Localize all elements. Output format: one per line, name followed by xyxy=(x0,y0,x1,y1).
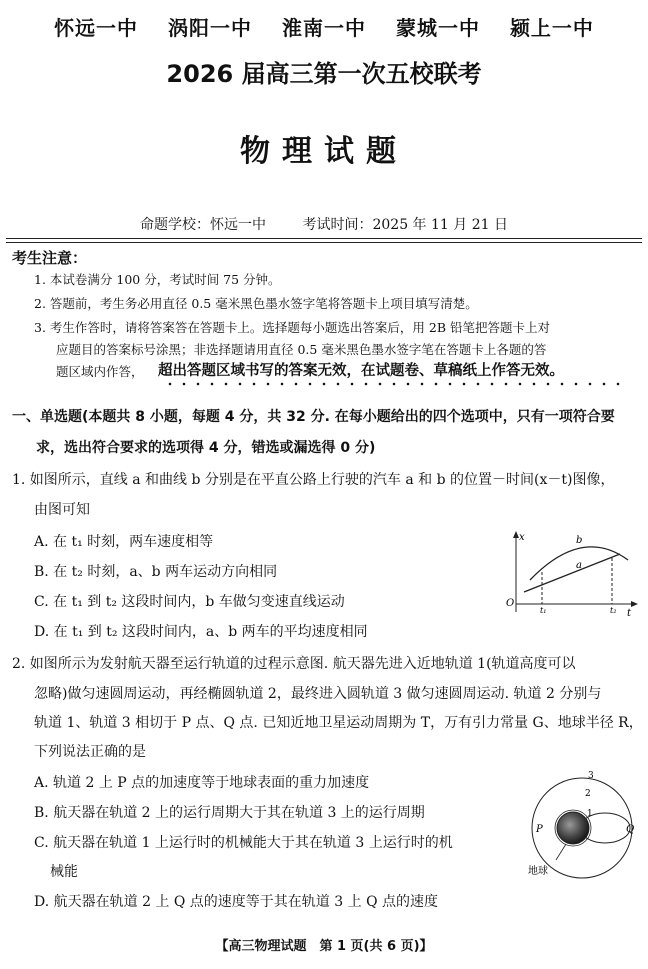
notice-item: 应题目的答案标号涂黑；非选择题请用直径 0.5 毫米黑色墨水签字笔在答题卡上各题的答 xyxy=(56,342,547,357)
notice-item: 3. 考生作答时，请将答案答在答题卡上。选择题每小题选出答案后，用 2B 铅笔把答题卡上对 xyxy=(34,320,550,335)
emphasis-dots xyxy=(163,382,630,386)
notice-item: 1. 本试卷满分 100 分，考试时间 75 分钟。 xyxy=(34,272,281,287)
earth-icon xyxy=(557,812,589,844)
orbit-2-label: 2 xyxy=(585,789,591,799)
line-a xyxy=(524,554,620,592)
question-2-option-c: C. 航天器在轨道 1 上运行时的机械能大于其在轨道 3 上运行时的机 xyxy=(34,835,453,851)
exam-title: 2026 届高三第一次五校联考 xyxy=(166,60,482,88)
school-name: 涡阳一中 xyxy=(168,16,253,40)
school-name: 蒙城一中 xyxy=(395,16,480,40)
setter-school: 命题学校：怀远一中 xyxy=(140,217,267,233)
earth-label: 地球 xyxy=(528,866,548,877)
section-heading: 一、单选题(本题共 8 小题，每题 4 分，共 32 分. 在每小题给出的四个选项中，只有一项符合要 xyxy=(12,409,615,425)
question-1-option-a: A. 在 t₁ 时刻，两车速度相等 xyxy=(34,534,214,550)
question-1-option-d: D. 在 t₁ 到 t₂ 这段时间内，a、b 两车的平均速度相同 xyxy=(34,624,368,640)
question-2-stem-cont: 忽略)做匀速圆周运动，再经椭圆轨道 2，最终进入圆轨道 3 做匀速圆周运动. 轨道 2 分别与 xyxy=(34,686,602,702)
notice-item: 2. 答题前，考生务必用直径 0.5 毫米黑色墨水签字笔将答题卡上项目填写清楚。 xyxy=(34,296,478,311)
orbit-1-label: 1 xyxy=(587,809,593,819)
question-1-option-b: B. 在 t₂ 时刻，a、b 两车运动方向相同 xyxy=(34,564,278,580)
t2-label: t₂ xyxy=(610,606,617,615)
origin-label: O xyxy=(506,598,515,609)
question-2-stem-cont: 轨道 1、轨道 3 相切于 P 点、Q 点. 已知近地卫星运动周期为 T，万有引力常量 G、地球半径 R， xyxy=(34,715,643,731)
point-p-label: P xyxy=(536,824,543,835)
t-axis-label: t xyxy=(627,608,632,618)
x-axis-label: x xyxy=(519,532,525,543)
question-2-stem-cont: 下列说法正确的是 xyxy=(34,744,146,760)
header-divider xyxy=(6,238,642,239)
notice-title: 考生注意： xyxy=(12,249,88,267)
question-2-option-c-cont: 械能 xyxy=(50,864,78,880)
notice-item: 题区域内作答， xyxy=(56,364,144,379)
subject-title: 物理试题 xyxy=(240,134,408,169)
page-footer: 【高三物理试题 第 1 页(共 6 页)】 xyxy=(215,939,433,954)
orbit-3-label: 3 xyxy=(588,771,594,781)
exam-meta xyxy=(0,214,648,234)
exam-date: 考试时间：2025 年 11 月 21 日 xyxy=(302,217,508,233)
school-name: 淮南一中 xyxy=(282,16,366,40)
curve-b-label: b xyxy=(576,535,583,546)
school-name: 怀远一中 xyxy=(54,16,139,40)
line-a-label: a xyxy=(576,560,582,571)
orbit-diagram xyxy=(520,768,642,888)
header-divider-thin xyxy=(6,242,642,243)
question-2-option-d: D. 航天器在轨道 2 上 Q 点的速度等于其在轨道 3 上 Q 点的速度 xyxy=(34,894,438,910)
question-2-stem: 2. 如图所示为发射航天器至运行轨道的过程示意图. 航天器先进入近地轨道 1(轨道高度可以 xyxy=(12,656,576,672)
school-name: 颍上一中 xyxy=(509,16,594,40)
t1-label: t₁ xyxy=(540,606,547,615)
x-t-graph xyxy=(500,528,640,618)
school-list xyxy=(0,12,648,41)
section-heading-cont: 求，选出符合要求的选项得 4 分，错选或漏选得 0 分) xyxy=(36,440,376,456)
question-2-option-b: B. 航天器在轨道 2 上的运行周期大于其在轨道 3 上的运行周期 xyxy=(34,805,425,821)
question-1-option-c: C. 在 t₁ 到 t₂ 这段时间内，b 车做匀变速直线运动 xyxy=(34,594,345,610)
point-q-label: Q xyxy=(626,824,635,835)
question-2-option-a: A. 轨道 2 上 P 点的加速度等于地球表面的重力加速度 xyxy=(34,775,370,791)
question-1-stem: 1. 如图所示，直线 a 和曲线 b 分别是在平直公路上行驶的汽车 a 和 b 的位置－时间(x－t)图像， xyxy=(12,472,615,488)
question-1-stem-cont: 由图可知 xyxy=(34,502,90,518)
notice-emphasis: 超出答题区域书写的答案无效，在试题卷、草稿纸上作答无效。 xyxy=(158,363,564,379)
